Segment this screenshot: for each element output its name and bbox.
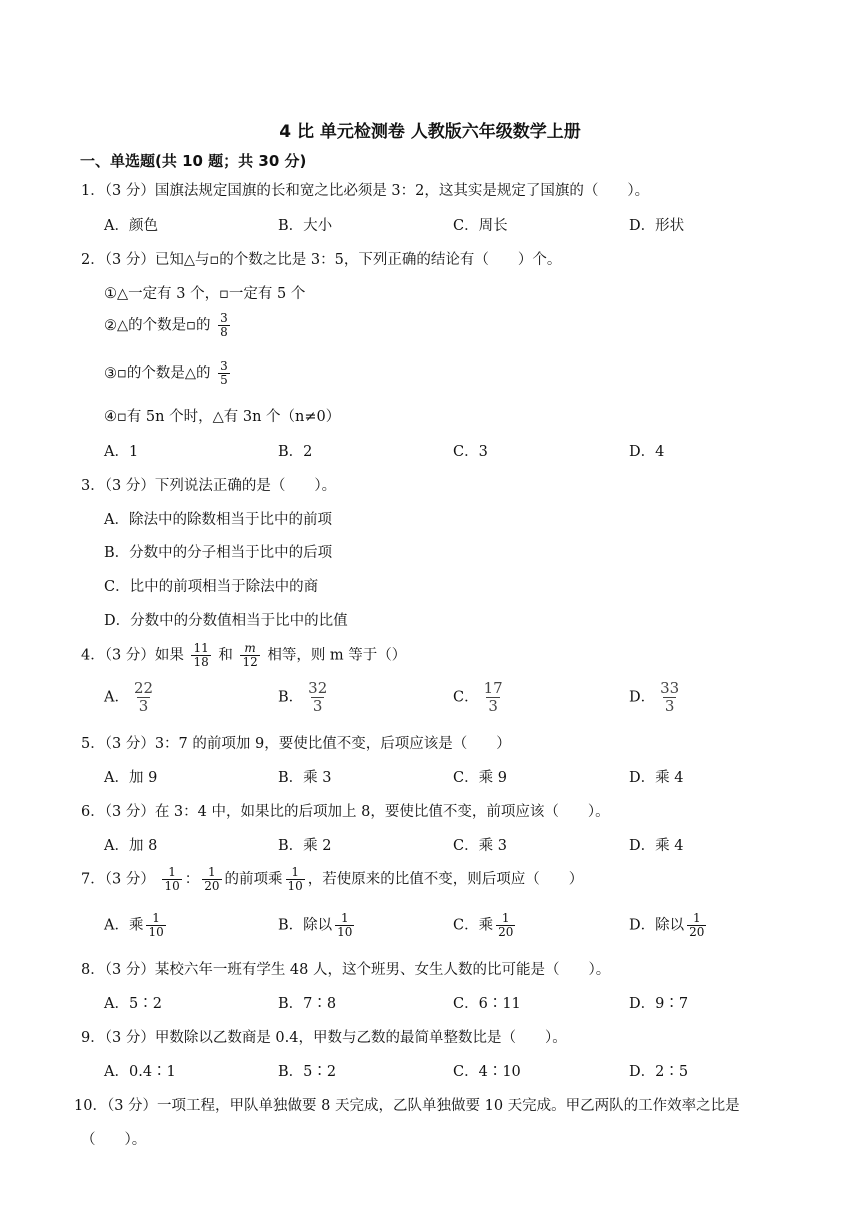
fraction: $\frac{1}{10}$ (337, 911, 353, 939)
fraction: $\frac{1}{10}$ (164, 865, 180, 893)
option-8b[interactable]: B．7∶8 (278, 996, 337, 1012)
option-1c[interactable]: C．周长 (453, 218, 508, 234)
option-5b[interactable]: B．乘 3 (278, 770, 332, 786)
option-2a[interactable]: A．1 (104, 444, 139, 460)
fraction: $\frac{1}{20}$ (689, 911, 705, 939)
fraction: $\frac{11}{18}$ (193, 641, 209, 669)
statement-3: ③▫的个数是△的 $\frac{3}{5}$ (104, 359, 228, 387)
option-2d[interactable]: D．4 (629, 444, 665, 460)
option-4b[interactable]: B． $\frac{32}{3}$ (278, 679, 328, 715)
fraction: $\frac{1}{10}$ (148, 911, 164, 939)
option-7d[interactable]: D．除以 $\frac{1}{20}$ (629, 911, 705, 939)
option-5a[interactable]: A．加 9 (104, 770, 158, 786)
option-3b[interactable]: B．分数中的分子相当于比中的后项 (104, 545, 333, 561)
fraction: $\frac{17}{3}$ (483, 679, 503, 715)
option-3d[interactable]: D．分数中的分数值相当于比中的比值 (104, 613, 348, 629)
option-4a[interactable]: A． $\frac{22}{3}$ (104, 679, 154, 715)
option-7c[interactable]: C．乘 $\frac{1}{20}$ (453, 911, 514, 939)
option-4c[interactable]: C． $\frac{17}{3}$ (453, 679, 503, 715)
option-3a[interactable]: A．除法中的除数相当于比中的前项 (104, 512, 332, 528)
fraction: $\frac{1}{20}$ (498, 911, 514, 939)
question-3: 3．（3 分）下列说法正确的是（ ）。 (81, 478, 337, 494)
statement-4: ④▫有 5n 个时，△有 3n 个（n≠0） (104, 409, 341, 425)
option-8d[interactable]: D．9∶7 (629, 996, 689, 1012)
option-6b[interactable]: B．乘 2 (278, 838, 332, 854)
fraction: $\frac{32}{3}$ (308, 679, 328, 715)
question-8: 8．（3 分）某校六年一班有学生 48 人，这个班男、女生人数的比可能是（ ）。 (81, 962, 611, 978)
statement-2: ②△的个数是▫的 $\frac{3}{8}$ (104, 311, 228, 339)
option-1b[interactable]: B．大小 (278, 218, 333, 234)
option-8a[interactable]: A．5∶2 (104, 996, 162, 1012)
fraction: $\frac{1}{20}$ (204, 865, 220, 893)
statement-1: ①△一定有 3 个，▫一定有 5 个 (104, 286, 306, 302)
option-5d[interactable]: D．乘 4 (629, 770, 684, 786)
option-8c[interactable]: C．6∶11 (453, 996, 521, 1012)
fraction: $\frac{3}{5}$ (220, 359, 228, 387)
option-1a[interactable]: A．颜色 (104, 218, 158, 234)
option-3c[interactable]: C．比中的前项相当于除法中的商 (104, 579, 319, 595)
option-5c[interactable]: C．乘 9 (453, 770, 507, 786)
page-title: 4 比 单元检测卷 人教版六年级数学上册 (279, 122, 581, 142)
fraction: $\frac{1}{10}$ (287, 865, 303, 893)
question-10-continuation: （ ）。 (81, 1132, 147, 1148)
option-9d[interactable]: D．2∶5 (629, 1064, 689, 1080)
question-10: 10．（3 分）一项工程，甲队单独做要 8 天完成，乙队单独做要 10 天完成。甲乙两队的工作效率之比是 (74, 1098, 740, 1114)
fraction: $\frac{33}{3}$ (660, 679, 680, 715)
fraction: $\frac{3}{8}$ (220, 311, 228, 339)
section-heading: 一、单选题(共 10 题；共 30 分) (80, 152, 307, 170)
question-6: 6．（3 分）在 3：4 中，如果比的后项加上 8，要使比值不变，前项应该（ ）。 (81, 804, 610, 820)
option-6d[interactable]: D．乘 4 (629, 838, 684, 854)
question-7: 7．（3 分） $\frac{1}{10}$ ： $\frac{1}{20}$ 的前项乘 $\frac{1}{10}$ ，若使原来的比值不变，则后项应（ ） (81, 865, 584, 893)
question-1: 1．（3 分）国旗法规定国旗的长和宽之比必须是 3：2，这其实是规定了国旗的（ ）。 (81, 183, 650, 199)
question-5: 5．（3 分）3：7 的前项加 9，要使比值不变，后项应该是（ ） (81, 736, 511, 752)
option-4d[interactable]: D． $\frac{33}{3}$ (629, 679, 680, 715)
option-9a[interactable]: A．0.4∶1 (104, 1064, 176, 1080)
fraction: $\frac{22}{3}$ (133, 679, 154, 715)
option-1d[interactable]: D．形状 (629, 218, 685, 234)
option-9c[interactable]: C．4∶10 (453, 1064, 521, 1080)
option-9b[interactable]: B．5∶2 (278, 1064, 337, 1080)
question-4: 4．（3 分）如果 $\frac{11}{18}$ 和 $\frac{m}{12}$ 相等，则 m 等于（） (81, 641, 407, 669)
question-9: 9．（3 分）甲数除以乙数商是 0.4，甲数与乙数的最简单整数比是（ ）。 (81, 1030, 567, 1046)
option-2b[interactable]: B．2 (278, 444, 313, 460)
fraction: $\frac{m}{12}$ (242, 641, 258, 669)
option-7a[interactable]: A．乘 $\frac{1}{10}$ (104, 911, 164, 939)
option-6c[interactable]: C．乘 3 (453, 838, 507, 854)
option-2c[interactable]: C．3 (453, 444, 488, 460)
question-2: 2．（3 分）已知△与▫的个数之比是 3：5，下列正确的结论有（ ）个。 (81, 252, 562, 268)
option-7b[interactable]: B．除以 $\frac{1}{10}$ (278, 911, 353, 939)
option-6a[interactable]: A．加 8 (104, 838, 158, 854)
